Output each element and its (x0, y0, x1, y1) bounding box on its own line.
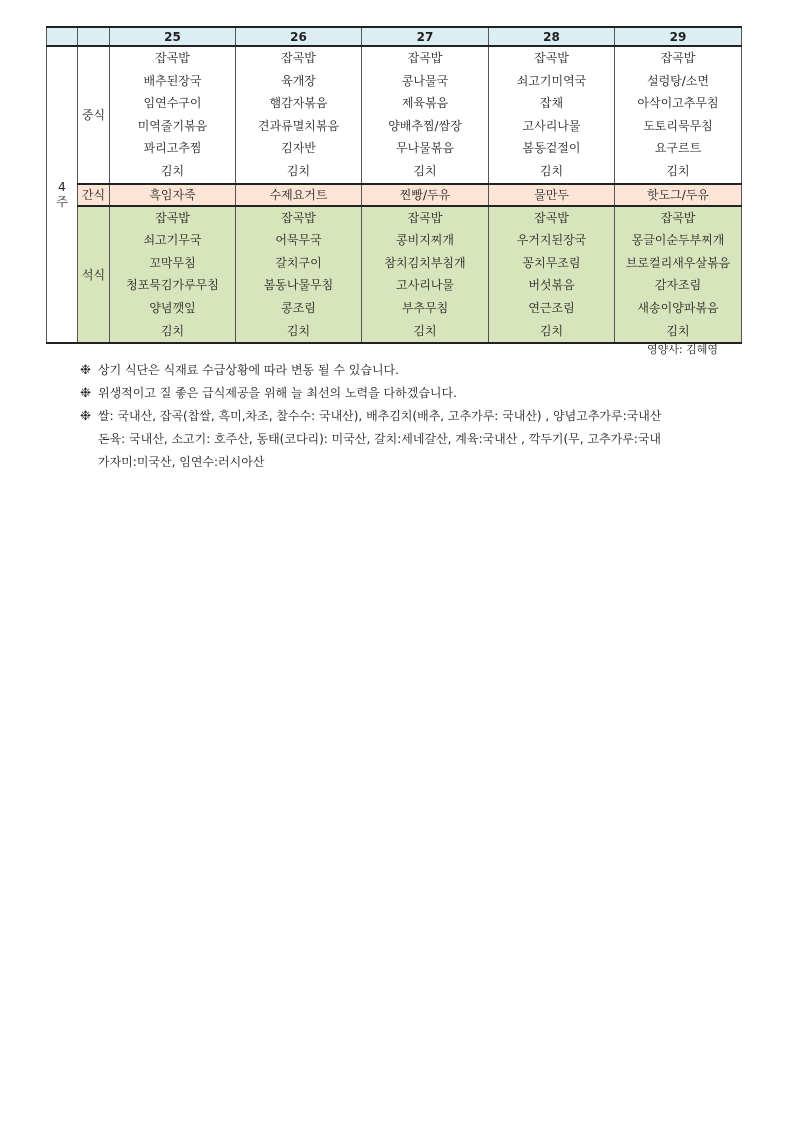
note-origin (80, 405, 760, 474)
day-header: 28 (489, 27, 615, 46)
snack-item: 흑임자죽 (110, 184, 236, 206)
note-bullet-icon: ❉ (80, 363, 91, 378)
lunch-item: 잡채 (489, 92, 615, 115)
lunch-item: 김자반 (236, 137, 362, 160)
lunch-row (47, 46, 742, 70)
dinner-item: 잡곡밥 (236, 206, 362, 230)
lunch-item: 견과류멸치볶음 (236, 115, 362, 138)
week-label (47, 46, 78, 343)
lunch-row (47, 115, 742, 138)
dinner-item: 잡곡밥 (110, 206, 236, 230)
lunch-item: 아삭이고추무침 (615, 92, 742, 115)
lunch-item: 제육볶음 (362, 92, 489, 115)
lunch-label: 중식 (78, 46, 110, 184)
dinner-item: 브로컬리새우살볶음 (615, 252, 742, 275)
lunch-item: 꽈리고추찜 (110, 137, 236, 160)
dinner-item: 꼬막무침 (110, 252, 236, 275)
dinner-row (47, 297, 742, 320)
header-row (47, 27, 742, 46)
snack-label: 간식 (78, 184, 110, 206)
dinner-item: 청포묵김가루무침 (110, 274, 236, 297)
lunch-row (47, 70, 742, 93)
lunch-row (47, 92, 742, 115)
lunch-item: 육개장 (236, 70, 362, 93)
dinner-item: 참치김치부침개 (362, 252, 489, 275)
lunch-item: 요구르트 (615, 137, 742, 160)
snack-row (47, 184, 742, 206)
note-bullet-icon: ❉ (80, 386, 91, 401)
dinner-item: 감자조림 (615, 274, 742, 297)
lunch-row (47, 137, 742, 160)
lunch-item: 잡곡밥 (110, 46, 236, 70)
lunch-item: 미역줄기볶음 (110, 115, 236, 138)
lunch-item: 콩나물국 (362, 70, 489, 93)
dinner-item: 몽글이순두부찌개 (615, 229, 742, 252)
snack-item: 물만두 (489, 184, 615, 206)
lunch-item: 김치 (615, 160, 742, 184)
dinner-item: 김치 (615, 320, 742, 344)
snack-item: 찐빵/두유 (362, 184, 489, 206)
dinner-item: 김치 (489, 320, 615, 344)
lunch-item: 김치 (362, 160, 489, 184)
dinner-row (47, 320, 742, 344)
lunch-item: 잡곡밥 (362, 46, 489, 70)
note-hygiene (80, 382, 760, 405)
lunch-item: 설렁탕/소면 (615, 70, 742, 93)
dinner-item: 새송이양파볶음 (615, 297, 742, 320)
snack-item: 수제요거트 (236, 184, 362, 206)
notes-section (80, 359, 760, 474)
origin-line: 돈육: 국내산, 소고기: 호주산, 동태(코다리): 미국산, 갈치:세네갈산, 계육:국내산 , 깍두기(무, 고추가루:국내 (98, 432, 662, 446)
day-header: 25 (110, 27, 236, 46)
note-bullet-icon: ❉ (80, 409, 91, 424)
header-empty-week (47, 27, 78, 46)
dinner-item: 갈치구이 (236, 252, 362, 275)
weekly-menu-table (46, 26, 742, 344)
note-supply (80, 359, 760, 382)
lunch-row (47, 160, 742, 184)
dinner-item: 김치 (236, 320, 362, 344)
lunch-item: 김치 (110, 160, 236, 184)
nutritionist-credit: 영양사: 김혜영 (647, 343, 718, 356)
lunch-item: 양배추찜/쌈장 (362, 115, 489, 138)
lunch-item: 임연수구이 (110, 92, 236, 115)
dinner-item: 봄동나물무침 (236, 274, 362, 297)
note-text: 상기 식단은 식재료 수급상황에 따라 변동 될 수 있습니다. (98, 363, 399, 377)
dinner-item: 버섯볶음 (489, 274, 615, 297)
dinner-item: 콩조림 (236, 297, 362, 320)
dinner-row (47, 274, 742, 297)
day-header: 26 (236, 27, 362, 46)
note-text: 위생적이고 질 좋은 급식제공을 위해 늘 최선의 노력을 다하겠습니다. (98, 386, 457, 400)
dinner-item: 잡곡밥 (615, 206, 742, 230)
dinner-item: 꽁치무조림 (489, 252, 615, 275)
week-number: 4 (58, 179, 66, 194)
lunch-item: 김치 (489, 160, 615, 184)
lunch-item: 배추된장국 (110, 70, 236, 93)
lunch-item: 햄감자볶음 (236, 92, 362, 115)
lunch-item: 잡곡밥 (489, 46, 615, 70)
dinner-item: 김치 (110, 320, 236, 344)
dinner-item: 고사리나물 (362, 274, 489, 297)
day-header: 27 (362, 27, 489, 46)
day-header: 29 (615, 27, 742, 46)
dinner-item: 잡곡밥 (489, 206, 615, 230)
lunch-item: 도토리묵무침 (615, 115, 742, 138)
lunch-item: 무나물볶음 (362, 137, 489, 160)
dinner-item: 어묵무국 (236, 229, 362, 252)
lunch-item: 쇠고기미역국 (489, 70, 615, 93)
dinner-item: 부추무침 (362, 297, 489, 320)
dinner-row (47, 229, 742, 252)
dinner-item: 양념깻잎 (110, 297, 236, 320)
lunch-item: 잡곡밥 (615, 46, 742, 70)
header-empty-meal (78, 27, 110, 46)
origin-line: 쌀: 국내산, 잡곡(찹쌀, 흑미,차조, 찰수수: 국내산), 배추김치(배추, 고추가루: 국내산) , 양념고추가루:국내산 (98, 409, 662, 423)
origin-line: 가자미:미국산, 임연수:러시아산 (98, 455, 265, 469)
dinner-item: 연근조림 (489, 297, 615, 320)
week-suffix: 주 (56, 194, 68, 209)
dinner-item: 쇠고기무국 (110, 229, 236, 252)
lunch-item: 봄동겉절이 (489, 137, 615, 160)
dinner-row (47, 206, 742, 230)
dinner-item: 우거지된장국 (489, 229, 615, 252)
snack-item: 핫도그/두유 (615, 184, 742, 206)
dinner-row (47, 252, 742, 275)
dinner-item: 잡곡밥 (362, 206, 489, 230)
lunch-item: 잡곡밥 (236, 46, 362, 70)
dinner-item: 콩비지찌개 (362, 229, 489, 252)
dinner-label: 석식 (78, 206, 110, 344)
dinner-item: 김치 (362, 320, 489, 344)
lunch-item: 김치 (236, 160, 362, 184)
lunch-item: 고사리나물 (489, 115, 615, 138)
